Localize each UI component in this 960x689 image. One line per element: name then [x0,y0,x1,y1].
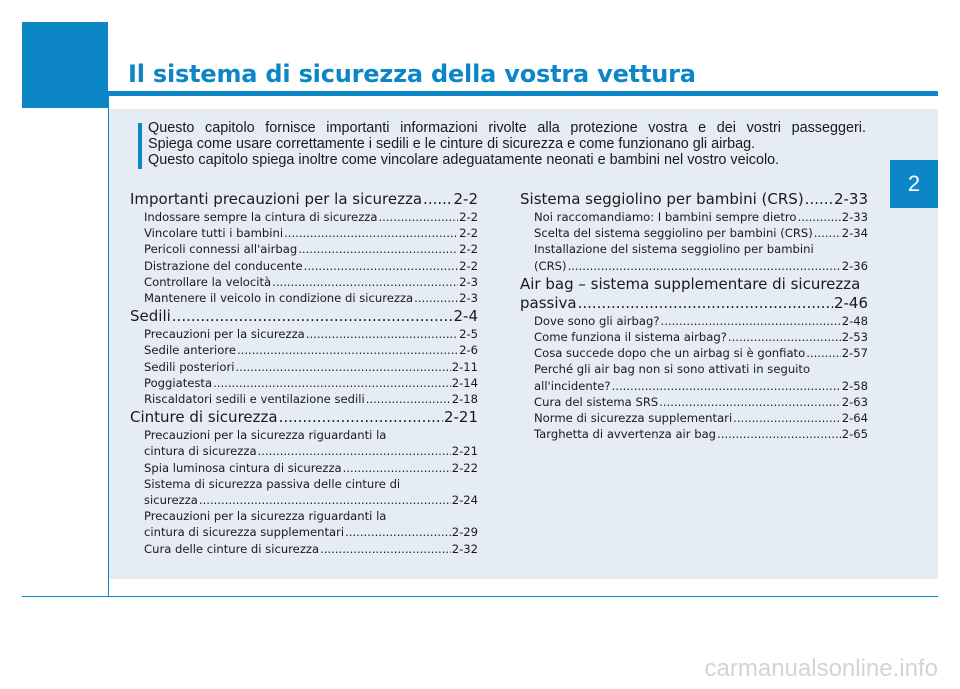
toc-item-entry[interactable] [520,313,868,329]
toc-section-title-line1: Air bag – sistema supplementare di sicurezza [520,274,861,293]
toc-item-entry[interactable] [520,225,868,241]
toc-item-entry[interactable] [520,410,868,426]
toc-page-number: 2-5 [459,327,478,342]
toc-leader-dots [728,329,841,345]
toc-item-label: Cosa succede dopo che un airbag si è gonfiato [534,346,806,361]
bottom-rule [22,596,938,597]
toc-leader-dots [304,258,458,274]
toc-item-entry[interactable] [130,541,478,557]
toc-leader-dots [366,391,451,407]
toc-item-label: Cura delle cinture di sicurezza [144,541,320,556]
toc-leader-dots [284,225,458,241]
toc-item-entry[interactable] [520,345,868,361]
toc-leader-dots [568,258,841,274]
toc-leader-dots [343,460,451,476]
toc-item-label: Controllare la velocità [144,274,272,289]
toc-page-number: 2-2 [459,210,478,224]
toc-item-entry[interactable] [130,274,478,290]
toc-item-label: Sedile anteriore [144,343,236,358]
toc-section-title: Cinture di sicurezza [130,408,278,427]
toc-section-entry[interactable] [520,294,868,313]
toc-item-label: Distrazione del conducente [144,258,303,273]
chapter-tab[interactable]: 2 [890,160,938,208]
toc-page-number: 2-21 [451,444,478,459]
toc-item-entry[interactable] [130,359,478,375]
toc-item-entry[interactable] [130,258,478,274]
toc-page-number: 2-57 [841,346,868,361]
watermark: carmanualsonline.info [704,655,938,682]
toc-page-number: 2-22 [451,460,478,475]
toc-leader-dots [320,541,451,557]
toc-leader-dots [235,359,450,375]
intro-text [148,120,866,168]
toc-section-entry[interactable] [520,190,868,209]
toc-leader-dots [578,294,833,313]
toc-leader-dots [806,345,840,361]
toc-item-label: Spia luminosa cintura di sicurezza [144,460,342,475]
toc-item-label: Cura del sistema SRS [534,394,659,409]
toc-page-number: 2-4 [453,307,478,326]
toc-leader-dots [423,190,452,209]
toc-item-label-line1: Precauzioni per la sicurezza riguardanti la [144,509,387,524]
toc-item-entry[interactable] [520,394,868,410]
page-title: Il sistema di sicurezza della vostra vettura [128,60,696,88]
toc-leader-dots [661,313,841,329]
toc-leader-dots [612,378,841,394]
toc-page-number: 2-29 [451,525,478,540]
toc-item-entry[interactable] [130,326,478,342]
chapter-corner-block [22,22,108,108]
toc-item-entry[interactable] [130,460,478,476]
toc-item-entry[interactable] [130,443,478,459]
toc-leader-dots [213,375,451,391]
toc-section-entry[interactable] [130,307,478,326]
toc-item-label: cintura di sicurezza [144,444,257,459]
toc-leader-dots [414,290,458,306]
toc-page-number: 2-6 [459,343,478,358]
toc-leader-dots [279,408,443,427]
toc-leader-dots [805,190,833,209]
toc-item-label: Sedili posteriori [144,359,235,374]
toc-item-label: Targhetta di avvertenza air bag [534,427,717,442]
intro-accent-bar [138,123,142,169]
toc-section [520,190,868,274]
toc-item-entry[interactable] [130,391,478,407]
toc-page-number: 2-3 [459,274,478,289]
toc-item-label: Noi raccomandiamo: I bambini sempre dietro [534,210,797,224]
intro-line-1: Questo capitolo fornisce importanti informazioni rivolte alla protezione vostra e dei vostri passeggeri. [148,120,866,136]
toc-section [130,408,478,557]
toc-page-number: 2-2 [459,258,478,273]
toc-page-number: 2-58 [841,378,868,393]
toc-leader-dots [717,426,841,442]
toc-right-column [520,190,868,443]
toc-item-entry[interactable] [520,378,868,394]
toc-item-label: Precauzioni per la sicurezza [144,327,305,342]
toc-section-title: Importanti precauzioni per la sicurezza [130,190,423,208]
toc-item-label: Scelta del sistema seggiolino per bambini (CRS) [534,226,813,241]
toc-page-number: 2-2 [459,242,478,257]
toc-leader-dots [199,492,451,508]
toc-section-entry[interactable] [130,408,478,427]
toc-section [130,307,478,407]
title-rule [108,91,938,96]
toc-page-number: 2-33 [833,190,868,208]
toc-page-number: 2-33 [841,210,868,224]
toc-page-number: 2-2 [459,226,478,241]
toc-item-label: sicurezza [144,493,198,508]
toc-leader-dots [237,342,458,358]
toc-item-label: all'incidente? [534,378,611,393]
intro-line-2: Spiega come usare correttamente i sedili e le cinture di sicurezza e come funzionano gli airbag. [148,136,756,152]
toc-item-label: Pericoli connessi all'airbag [144,242,298,257]
toc-leader-dots [306,326,458,342]
toc-leader-dots [798,209,841,225]
toc-leader-dots [172,307,453,326]
toc-item-entry[interactable] [520,426,868,442]
toc-page-number: 2-65 [841,427,868,442]
toc-item-label-line1: Sistema di sicurezza passiva delle cinture di [144,476,401,491]
toc-item-label: (CRS) [534,258,567,273]
toc-section-title: Sistema seggiolino per bambini (CRS) [520,190,804,208]
toc-item-entry[interactable] [130,342,478,358]
toc-item-label: Come funziona il sistema airbag? [534,330,727,345]
toc-page-number: 2-21 [443,408,478,427]
toc-leader-dots [258,443,451,459]
toc-page-number: 2-64 [841,411,868,426]
toc-page-number: 2-2 [453,190,478,208]
toc-item-label: Poggiatesta [144,375,213,390]
toc-item-label: Dove sono gli airbag? [534,313,660,328]
toc-item-label: cintura di sicurezza supplementari [144,525,345,540]
toc-leader-dots [733,410,841,426]
toc-page-number: 2-48 [841,313,868,328]
toc-page-number: 2-34 [841,226,868,241]
toc-section-title: Sedili [130,307,171,326]
toc-item-entry[interactable] [520,209,868,225]
toc-page-number: 2-32 [451,541,478,556]
toc-page-number: 2-11 [451,359,478,374]
toc-item-entry[interactable] [130,225,478,241]
toc-page-number: 2-14 [451,375,478,390]
toc-item-entry[interactable] [520,258,868,274]
toc-item-label: Vincolare tutti i bambini [144,226,284,241]
toc-section-title: passiva [520,293,577,312]
toc-item-entry[interactable] [130,492,478,508]
toc-leader-dots [814,225,841,241]
toc-item-entry[interactable] [130,375,478,391]
toc-item-label-line1: Precauzioni per la sicurezza riguardanti la [144,428,387,443]
toc-section [130,190,478,306]
toc-page-number: 2-53 [841,330,868,345]
toc-item-entry[interactable] [130,524,478,540]
toc-page-number: 2-24 [451,493,478,508]
toc-section [520,275,868,443]
toc-leader-dots [298,241,458,257]
toc-leader-dots [345,524,451,540]
toc-left-column [130,190,478,558]
toc-page-number: 2-18 [451,392,478,407]
toc-item-entry[interactable] [520,329,868,345]
toc-item-entry[interactable] [130,290,478,306]
toc-item-label: Riscaldatori sedili e ventilazione sedili [144,392,365,407]
toc-item-entry[interactable] [130,241,478,257]
toc-item-entry[interactable] [130,209,478,225]
toc-leader-dots [378,209,458,225]
toc-leader-dots [659,394,840,410]
toc-page-number: 2-46 [833,293,868,312]
toc-page-number: 2-3 [459,291,478,306]
toc-page-number: 2-36 [841,258,868,273]
toc-item-label: Mantenere il veicolo in condizione di sicurezza [144,291,414,306]
toc-section-entry[interactable] [130,190,478,209]
toc-item-label: Norme di sicurezza supplementari [534,411,733,426]
toc-item-label-line1: Installazione del sistema seggiolino per bambini [534,242,814,257]
toc-item-label-line1: Perché gli air bag non si sono attivati in seguito [534,362,811,377]
toc-page-number: 2-63 [841,394,868,409]
intro-line-3: Questo capitolo spiega inoltre come vincolare adeguatamente neonati e bambini nel vostro veicolo. [148,152,780,168]
toc-item-label: Indossare sempre la cintura di sicurezza [144,210,378,224]
toc-leader-dots [272,274,458,290]
